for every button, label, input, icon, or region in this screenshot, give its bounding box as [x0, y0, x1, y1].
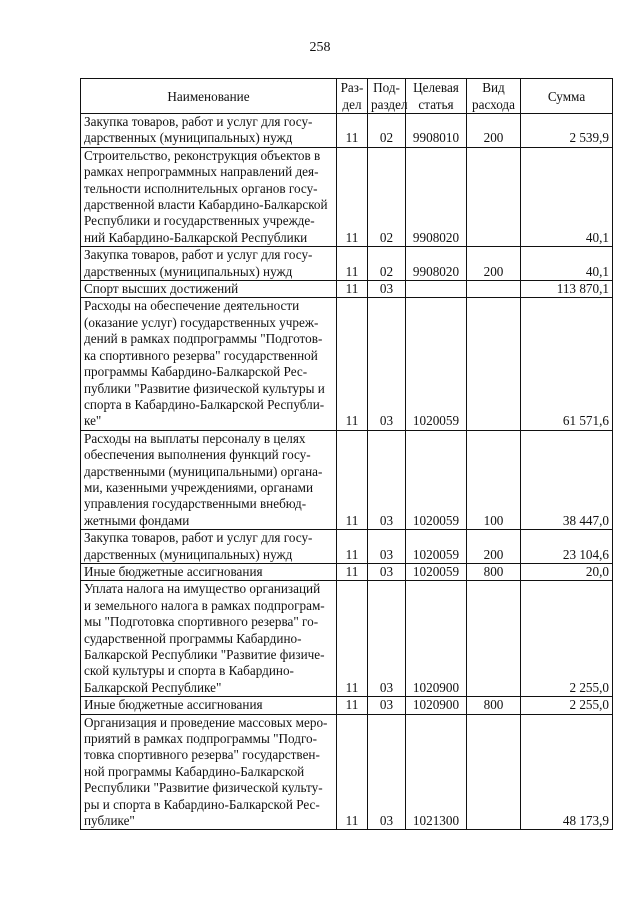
table-row — [81, 430, 613, 529]
row-subsection: 03 — [368, 298, 406, 430]
row-subsection: 03 — [368, 697, 406, 714]
table-row — [81, 581, 613, 697]
row-subsection: 02 — [368, 114, 406, 148]
header-name: Наименование — [81, 79, 337, 114]
row-type — [467, 298, 521, 430]
row-sum: 113 870,1 — [521, 281, 613, 298]
row-type: 200 — [467, 247, 521, 281]
table-row — [81, 714, 613, 830]
row-type — [467, 281, 521, 298]
row-name: Иные бюджетные ассигнования — [81, 563, 337, 580]
header-sum: Сумма — [521, 79, 613, 114]
row-section: 11 — [337, 563, 368, 580]
row-name: Строительство, реконструкция объектов в рамках непрограммных направлений дея- тельности исполнительных органов госу- дарственной власти Кабардино-Балкарской Республики и государственных учрежде- ний Кабардино-Балкарской Республики — [81, 147, 337, 246]
row-type — [467, 581, 521, 697]
header-target: Целевая статья — [406, 79, 467, 114]
row-type: 200 — [467, 114, 521, 148]
row-target: 9908010 — [406, 114, 467, 148]
row-name: Организация и проведение массовых меро- приятий в рамках подпрограммы "Подго- товка спортивного резерва" государствен- ной программы Кабардино-Балкарской Республики "Развитие физической культу- ры и спорта в Кабардино-Балкарской Рес- публике" — [81, 714, 337, 830]
row-subsection: 03 — [368, 714, 406, 830]
budget-table — [80, 78, 613, 830]
row-name: Закупка товаров, работ и услуг для госу- дарственных (муниципальных) нужд — [81, 247, 337, 281]
row-section: 11 — [337, 147, 368, 246]
row-name: Иные бюджетные ассигнования — [81, 697, 337, 714]
row-target: 1021300 — [406, 714, 467, 830]
table-body — [81, 114, 613, 830]
row-target: 1020059 — [406, 563, 467, 580]
row-sum: 2 539,9 — [521, 114, 613, 148]
row-section: 11 — [337, 247, 368, 281]
table-row — [81, 247, 613, 281]
row-sum: 23 104,6 — [521, 530, 613, 564]
row-subsection: 03 — [368, 430, 406, 529]
row-subsection: 03 — [368, 581, 406, 697]
row-target: 1020059 — [406, 530, 467, 564]
row-sum: 48 173,9 — [521, 714, 613, 830]
row-sum: 40,1 — [521, 147, 613, 246]
row-subsection: 02 — [368, 247, 406, 281]
row-name: Уплата налога на имущество организаций и земельного налога в рамках подпрограм- мы "Подготовка спортивного резерва" го- сударственной программы Кабардино- Балкарской Республики "Развитие физиче- ской культуры и спорта в Кабардино- Балкарской Республике" — [81, 581, 337, 697]
row-section: 11 — [337, 281, 368, 298]
row-section: 11 — [337, 530, 368, 564]
row-name: Спорт высших достижений — [81, 281, 337, 298]
row-section: 11 — [337, 581, 368, 697]
row-section: 11 — [337, 298, 368, 430]
row-section: 11 — [337, 714, 368, 830]
row-type: 100 — [467, 430, 521, 529]
table-header — [81, 79, 613, 114]
row-section: 11 — [337, 697, 368, 714]
table-row — [81, 563, 613, 580]
row-type — [467, 147, 521, 246]
table-row — [81, 697, 613, 714]
row-sum: 38 447,0 — [521, 430, 613, 529]
row-sum: 2 255,0 — [521, 697, 613, 714]
table-row — [81, 530, 613, 564]
row-sum: 61 571,6 — [521, 298, 613, 430]
row-type: 800 — [467, 563, 521, 580]
header-type: Вид расхода — [467, 79, 521, 114]
row-type — [467, 714, 521, 830]
row-target: 9908020 — [406, 247, 467, 281]
row-name: Закупка товаров, работ и услуг для госу- дарственных (муниципальных) нужд — [81, 114, 337, 148]
row-target: 1020059 — [406, 298, 467, 430]
row-target — [406, 281, 467, 298]
row-section: 11 — [337, 430, 368, 529]
page-number: 258 — [309, 40, 331, 55]
header-section: Раз- дел — [337, 79, 368, 114]
row-name: Расходы на выплаты персоналу в целях обеспечения выполнения функций госу- дарственными (муниципальными) органа- ми, казенными учреждениями, органами управления государственными внебюд- жетными фондами — [81, 430, 337, 529]
row-subsection: 03 — [368, 281, 406, 298]
row-name: Расходы на обеспечение деятельности (оказание услуг) государственных учреж- дений в рамках подпрограммы "Подготов- ка спортивного резерва" государственной программы Кабардино-Балкарской Рес- публики "Развитие физической культуры и спорта в Кабардино-Балкарской Республи- ке" — [81, 298, 337, 430]
row-sum: 2 255,0 — [521, 581, 613, 697]
row-subsection: 03 — [368, 530, 406, 564]
row-type: 200 — [467, 530, 521, 564]
header-subsection: Под- раздел — [368, 79, 406, 114]
table-row — [81, 281, 613, 298]
row-section: 11 — [337, 114, 368, 148]
row-target: 9908020 — [406, 147, 467, 246]
table-row — [81, 114, 613, 148]
row-name: Закупка товаров, работ и услуг для госу- дарственных (муниципальных) нужд — [81, 530, 337, 564]
row-sum: 20,0 — [521, 563, 613, 580]
row-sum: 40,1 — [521, 247, 613, 281]
row-type: 800 — [467, 697, 521, 714]
table-row — [81, 147, 613, 246]
row-target: 1020059 — [406, 430, 467, 529]
row-subsection: 02 — [368, 147, 406, 246]
row-target: 1020900 — [406, 581, 467, 697]
row-target: 1020900 — [406, 697, 467, 714]
table-row — [81, 298, 613, 430]
row-subsection: 03 — [368, 563, 406, 580]
